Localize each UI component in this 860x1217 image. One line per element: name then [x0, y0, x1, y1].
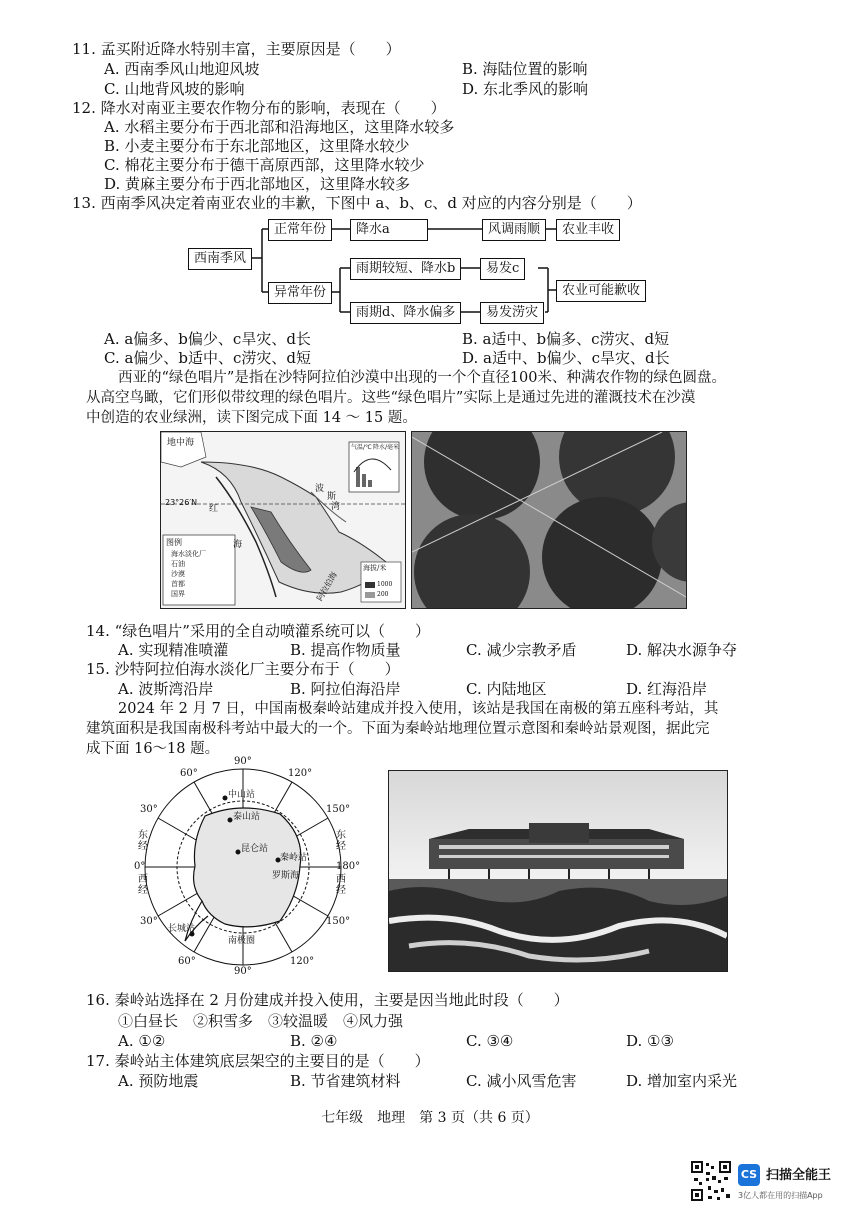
deg-90-top: 90°	[234, 756, 252, 767]
climate-chart-axis: 气温/℃	[351, 444, 372, 451]
intro-14-15-line3: 中创造的农业绿洲，读下图完成下面 14 ～ 15 题。	[86, 410, 417, 426]
deg-150-right-2: 150°	[326, 916, 351, 927]
q12-option-b: B. 小麦主要分布于东北部地区，这里降水较少	[104, 137, 410, 155]
kunlun-station: 昆仑站	[241, 844, 269, 854]
gulf-label-1: 波	[315, 484, 325, 494]
mediterranean-label: 地中海	[167, 438, 195, 448]
red-sea-label-2: 海	[233, 540, 243, 550]
q12-option-a: A. 水稻主要分布于西北部和沿海地区，这里降水较多	[104, 118, 455, 136]
q16-option-c: C. ③④	[466, 1032, 514, 1050]
antarctic-circle-label: 南极圈	[228, 936, 256, 946]
deg-60-tl: 60°	[180, 768, 198, 779]
q13-node-poor-harvest: 农业可能歉收	[556, 280, 646, 302]
changcheng-station: 长城站	[168, 924, 196, 934]
deg-180: 180°	[336, 861, 361, 872]
q16-stem: 16. 秦岭站选择在 2 月份建成并投入使用，主要是因当地此时段（ ）	[86, 991, 569, 1009]
q13-node-abnormal-year: 异常年份	[268, 282, 332, 304]
q13-node-rain-d: 雨期d、降水偏多	[350, 302, 461, 324]
q11-option-c: C. 山地背风坡的影响	[104, 80, 245, 98]
q14-stem: 14. “绿色唱片”采用的全自动喷灌系统可以（ ）	[86, 622, 430, 640]
legend-title: 图例	[166, 538, 182, 547]
q12-stem: 12. 降水对南亚主要农作物分布的影响，表现在（ ）	[72, 99, 446, 117]
east-longitude-left: 东经	[138, 830, 148, 852]
q15-option-b: B. 阿拉伯海沿岸	[290, 680, 401, 698]
crop-circles-photo	[411, 431, 687, 609]
deg-30-left-2: 30°	[140, 916, 158, 927]
elevation-1000: 1000	[377, 581, 393, 588]
q13-option-d: D. a适中、b偏少、c旱灾、d长	[462, 349, 670, 367]
intro-14-15-line2: 从高空鸟瞰，它们形似带纹理的绿色唱片。这些“绿色唱片”实际上是通过先进的灌溉技术在沙漠	[86, 390, 696, 406]
gulf-label-2: 斯	[327, 492, 337, 502]
q17-option-b: B. 节省建筑材料	[290, 1072, 401, 1090]
q15-stem: 15. 沙特阿拉伯海水淡化厂主要分布于（ ）	[86, 660, 400, 678]
climate-chart-axis2: 降水/毫米	[373, 444, 400, 451]
camscanner-brand-name: 扫描全能王	[766, 1168, 832, 1183]
q11-option-b: B. 海陆位置的影响	[462, 60, 588, 78]
q17-option-c: C. 减小风雪危害	[466, 1072, 577, 1090]
intro-16-18-line1: 2024 年 2 月 7 日，中国南极秦岭站建成并投入使用，该站是我国在南极的第五座科考站，其	[118, 701, 719, 717]
saudi-arabia-map	[160, 431, 406, 609]
deg-150-right: 150°	[326, 804, 351, 815]
q14-option-c: C. 减少宗教矛盾	[466, 641, 577, 659]
legend-item-oil: 石油	[171, 560, 185, 568]
q14-option-b: B. 提高作物质量	[290, 641, 401, 659]
tropic-label: 23°26′N	[165, 498, 198, 507]
qinling-station-photo	[388, 770, 728, 972]
q15-option-d: D. 红海沿岸	[626, 680, 708, 698]
west-longitude-left: 西经	[138, 874, 148, 896]
antarctica-map	[130, 756, 361, 978]
taishan-station: 泰山站	[233, 812, 261, 822]
deg-30-left: 30°	[140, 804, 158, 815]
ross-sea-label: 罗斯海	[272, 871, 300, 881]
q11-stem: 11. 孟买附近降水特别丰富，主要原因是（ ）	[72, 40, 401, 58]
arabian-sea-label: 阿拉伯海	[315, 570, 339, 603]
q17-option-a: A. 预防地震	[118, 1072, 199, 1090]
q13-node-flood: 易发涝灾	[480, 302, 544, 324]
intro-14-15-line1: 西亚的“绿色唱片”是指在沙特阿拉伯沙漠中出现的一个个直径100米、种满农作物的绿色圆盘。	[118, 370, 726, 386]
scanner-watermark	[690, 1160, 850, 1206]
q17-stem: 17. 秦岭站主体建筑底层架空的主要目的是（ ）	[86, 1052, 430, 1070]
legend-item-desalination: 海水淡化厂	[171, 550, 206, 558]
q14-option-d: D. 解决水源争夺	[626, 641, 738, 659]
qr-code-icon	[690, 1160, 732, 1202]
legend-item-desert: 沙漠	[171, 570, 185, 578]
deg-120-br: 120°	[290, 956, 315, 967]
q13-node-rain-b: 雨期较短、降水b	[350, 258, 461, 280]
west-longitude-right: 西经	[336, 874, 346, 896]
qinling-station: 秦岭站	[280, 853, 308, 863]
q12-option-d: D. 黄麻主要分布于西北部地区，这里降水较多	[104, 175, 411, 193]
q13-node-normal-year: 正常年份	[268, 219, 332, 241]
q15-option-c: C. 内陆地区	[466, 680, 547, 698]
q13-option-c: C. a偏少、b适中、c涝灾、d短	[104, 349, 312, 367]
red-sea-label-1: 红	[209, 504, 219, 514]
zhongshan-station: 中山站	[228, 790, 256, 800]
q11-option-d: D. 东北季风的影响	[462, 80, 589, 98]
q13-node-harvest: 农业丰收	[556, 219, 620, 241]
q13-node-rain-a: 降水a	[350, 219, 428, 241]
q13-option-b: B. a适中、b偏多、c涝灾、d短	[462, 330, 670, 348]
camscanner-logo-icon: CS	[738, 1164, 760, 1186]
deg-60-bl: 60°	[178, 956, 196, 967]
intro-16-18-line3: 成下面 16～18 题。	[86, 741, 220, 757]
q12-option-c: C. 棉花主要分布于德干高原西部，这里降水较少	[104, 156, 425, 174]
intro-16-18-line2: 建筑面积是我国南极科考站中最大的一个。下面为秦岭站地理位置示意图和秦岭站景观图，据此完	[86, 721, 710, 737]
elevation-200: 200	[377, 591, 389, 598]
page-footer: 七年级 地理 第 3 页（共 6 页）	[321, 1110, 539, 1126]
deg-120-tr: 120°	[288, 768, 313, 779]
q13-node-good-weather: 风调雨顺	[482, 219, 546, 241]
q16-option-a: A. ①②	[118, 1032, 166, 1050]
q15-option-a: A. 波斯湾沿岸	[118, 680, 214, 698]
east-longitude-right: 东经	[336, 830, 346, 852]
camscanner-tagline: 3亿人都在用的扫描App	[738, 1191, 823, 1200]
q13-option-a: A. a偏多、b偏少、c旱灾、d长	[104, 330, 311, 348]
deg-90-bottom: 90°	[234, 966, 252, 977]
q13-stem: 13. 西南季风决定着南亚农业的丰歉，下图中 a、b、c、d 对应的内容分别是（ ）	[72, 194, 642, 212]
q17-option-d: D. 增加室内采光	[626, 1072, 738, 1090]
gulf-label-3: 湾	[331, 502, 341, 512]
q13-node-monsoon: 西南季风	[188, 248, 252, 270]
legend-item-capital: 首都	[171, 580, 185, 588]
legend-item-border: 国界	[171, 590, 185, 598]
q14-option-a: A. 实现精准喷灌	[118, 641, 229, 659]
q13-node-prone-c: 易发c	[480, 258, 525, 280]
q16-option-d: D. ①③	[626, 1032, 674, 1050]
q16-option-b: B. ②④	[290, 1032, 338, 1050]
q11-option-a: A. 西南季风山地迎风坡	[104, 60, 260, 78]
q16-statements: ①白昼长 ②积雪多 ③较温暖 ④风力强	[118, 1012, 404, 1030]
deg-0: 0°	[134, 861, 146, 872]
elevation-title: 海拔/米	[363, 564, 387, 572]
